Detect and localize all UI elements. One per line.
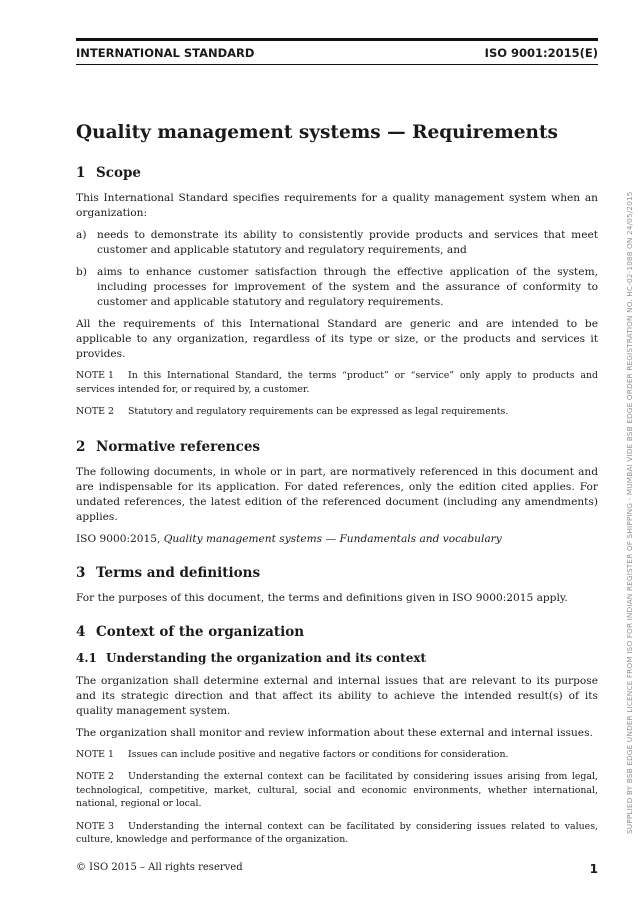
section-heading-context [76,623,598,641]
normative-paragraph: The following documents, in whole or in part, are normatively referenced in this document and are indispensable for its application. For dated references, only the edition cited applies. For undated references, the latest edition of the referenced document (including any amendments) applies. [76,465,598,523]
section-title: Normative references [96,438,261,455]
section-title: Scope [96,165,142,181]
document-title: Quality management systems — Requirements [76,122,558,143]
note-label: NOTE 1 [76,370,114,381]
reference-title: Quality management systems — Fundamentals and vocabulary [163,532,502,545]
scope-paragraph: All the requirements of this International Standard are generic and are intended to be applicable to any organization, regardless of its type or size, or the products and services it provides. [76,318,598,360]
note-text: Statutory and regulatory requirements can be expressed as legal requirements. [128,406,509,417]
context-paragraph-2: The organization shall monitor and review information about these external and internal issues. [76,726,593,739]
note-label: NOTE 3 [76,820,114,832]
page-footer [76,862,598,876]
note [76,405,598,419]
list-text: aims to enhance customer satisfaction through the effective application of the system, including processes for improvement of the system and the assurance of conformity to customer and applicable statutory and regulatory requirements. [97,266,598,308]
subsection-heading [76,650,598,666]
note [76,748,598,762]
reference-id: ISO 9000:2015, [76,532,161,545]
note-text: In this International Standard, the terms “product” or “service” only apply to products and services intended for, or required by, a customer. [76,370,598,395]
section-number: 1 [76,165,86,181]
document-body [76,120,598,856]
note [76,770,598,811]
note-text: Issues can include positive and negative factors or conditions for consideration. [128,748,509,760]
subsection-number: 4.1 [76,650,97,665]
note [76,369,598,396]
page-header [76,46,598,60]
subsection-title: Understanding the organization and its context [106,650,427,665]
section-heading-scope [76,164,598,182]
section-heading-normative-references [76,438,598,456]
list-item [76,228,598,258]
scope-intro: This International Standard specifies requirements for a quality management system when an organization: [76,192,598,219]
list-marker: a) [76,229,87,241]
note [76,820,598,847]
licence-watermark-text: SUPPLIED BY BSB EDGE UNDER LICENCE FROM ISO FOR INDIAN REGISTER OF SHIPPING - MUMBAI VIDE BSB EDGE ORDER REGISTRATION NO. HC-02-1088 ON 24/05/2015 [625,191,634,834]
header-rule [76,64,598,65]
section-number: 4 [76,623,86,640]
top-rule [76,38,598,41]
list-marker: b) [76,266,87,278]
note-label: NOTE 1 [76,748,114,760]
section-heading-terms [76,564,598,582]
note-label: NOTE 2 [76,406,114,417]
copyright-notice: © ISO 2015 – All rights reserved [76,862,243,873]
list-text: needs to demonstrate its ability to consistently provide products and services that meet customer and applicable statutory and regulatory requirements, and [97,229,598,256]
note-label: NOTE 2 [76,771,114,782]
section-title: Terms and definitions [96,564,261,581]
list-item [76,265,598,310]
terms-paragraph: For the purposes of this document, the terms and definitions given in ISO 9000:2015 apply. [76,591,568,604]
note-text: Understanding the external context can be facilitated by considering issues arising from legal, technological, competitive, market, cultural, social and economic environments, whether international, national, regional or local. [76,771,598,809]
section-title: Context of the organization [96,623,305,640]
header-standard-number: ISO 9001:2015(E) [484,46,598,60]
header-standard-type: INTERNATIONAL STANDARD [76,46,255,60]
page-number: 1 [589,862,598,876]
normative-reference [76,532,598,547]
context-paragraph-1: The organization shall determine external and internal issues that are relevant to its purpose and its strategic direction and that affect its ability to achieve the intended result(s) of its quality management system. [76,674,598,717]
section-number: 3 [76,564,86,581]
note-text: Understanding the internal context can be facilitated by considering issues related to values, culture, knowledge and performance of the organization. [76,820,598,845]
section-number: 2 [76,438,86,455]
licence-watermark [614,98,634,834]
